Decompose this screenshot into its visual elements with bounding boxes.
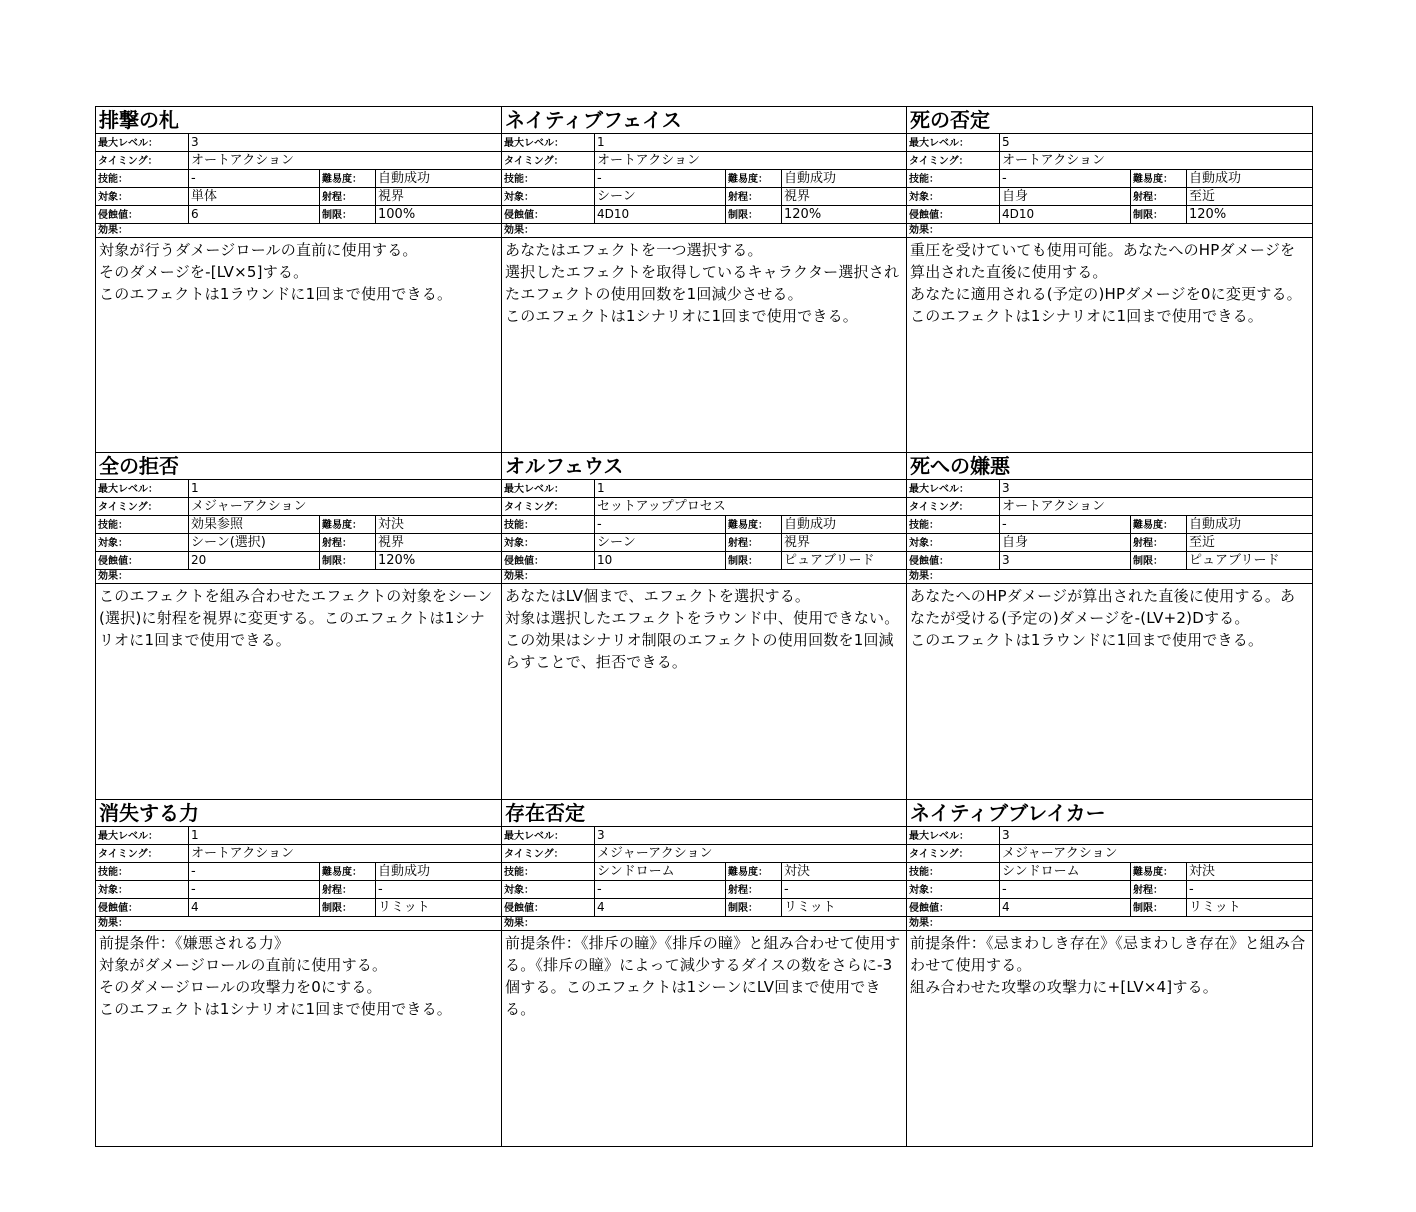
max-level-label: 最大レベル： <box>907 480 1000 497</box>
limit-label: 制限： <box>320 206 376 223</box>
range-label: 射程： <box>320 881 376 898</box>
target-label: 対象： <box>96 534 189 551</box>
effect-text: 対象が行うダメージロールの直前に使用する。 そのダメージを-[LV×5]する。 このエフェクトは1ラウンドに1回まで使用できる。 <box>99 241 453 303</box>
effect-name: 存在否定 <box>502 800 906 827</box>
timing-value: オートアクション <box>191 153 294 168</box>
effect-name: ネイティブフェイス <box>502 107 906 134</box>
range-value: 視界 <box>784 535 811 550</box>
erosion-label: 侵蝕値： <box>96 899 189 916</box>
timing-value: メジャーアクション <box>191 499 307 514</box>
target-label: 対象： <box>96 881 189 898</box>
max-level-label: 最大レベル： <box>907 134 1000 151</box>
range-value: 至近 <box>1189 189 1216 204</box>
max-level-label: 最大レベル： <box>96 827 189 844</box>
erosion-row <box>502 899 906 917</box>
effect-name: オルフェウス <box>502 453 906 480</box>
limit-label: 制限： <box>320 899 376 916</box>
range-label: 射程： <box>726 881 782 898</box>
target-row <box>502 188 906 206</box>
limit-label: 制限： <box>1131 206 1187 223</box>
effect-label: 効果： <box>907 917 1312 931</box>
effect-label: 効果： <box>907 570 1312 584</box>
max-level-row <box>96 134 501 152</box>
max-level-value: 1 <box>597 135 605 149</box>
range-value: 至近 <box>1189 535 1216 550</box>
skill-row <box>502 170 906 188</box>
effect-text: あなたへのHPダメージが算出された直後に使用する。あなたが受ける(予定の)ダメージを-(LV+2)Dする。 このエフェクトは1ラウンドに1回まで使用できる。 <box>910 587 1296 649</box>
max-level-value: 1 <box>597 481 605 495</box>
difficulty-label: 難易度： <box>320 863 376 880</box>
range-value: - <box>784 882 789 897</box>
timing-label: タイミング： <box>907 152 1000 169</box>
target-label: 対象： <box>96 188 189 205</box>
skill-label: 技能： <box>96 170 189 187</box>
max-level-value: 1 <box>191 828 199 842</box>
timing-label: タイミング： <box>96 845 189 862</box>
skill-row <box>907 170 1312 188</box>
effect-name: ネイティブブレイカー <box>907 800 1312 827</box>
erosion-value: 4D10 <box>595 206 726 223</box>
skill-row <box>96 170 501 188</box>
difficulty-value: 自動成功 <box>378 864 431 879</box>
skill-label: 技能： <box>907 516 1000 533</box>
target-label: 対象： <box>907 881 1000 898</box>
target-value: - <box>189 881 320 898</box>
target-value: 自身 <box>1000 188 1131 205</box>
timing-row <box>96 498 501 516</box>
effect-label: 効果： <box>502 570 906 584</box>
skill-row <box>907 516 1312 534</box>
skill-label: 技能： <box>96 516 189 533</box>
max-level-row <box>96 480 501 498</box>
effect-name: 排撃の札 <box>96 107 501 134</box>
max-level-label: 最大レベル： <box>907 827 1000 844</box>
timing-row <box>96 845 501 863</box>
effect-name: 死の否定 <box>907 107 1312 134</box>
skill-value: - <box>595 516 726 533</box>
target-row <box>96 188 501 206</box>
effect-card <box>96 453 502 800</box>
difficulty-value: 自動成功 <box>378 171 431 186</box>
erosion-label: 侵蝕値： <box>502 899 595 916</box>
limit-label: 制限： <box>320 552 376 569</box>
timing-row <box>502 845 906 863</box>
target-label: 対象： <box>502 881 595 898</box>
effect-text: 前提条件：《忌まわしき存在》《忌まわしき存在》と組み合わせて使用する。 組み合わせた攻撃の攻撃力に+[LV×4]する。 <box>910 934 1306 996</box>
timing-label: タイミング： <box>907 845 1000 862</box>
erosion-value: 10 <box>595 552 726 569</box>
timing-row <box>502 152 906 170</box>
difficulty-label: 難易度： <box>320 170 376 187</box>
target-row <box>96 534 501 552</box>
erosion-row <box>502 206 906 224</box>
timing-value: メジャーアクション <box>597 846 713 861</box>
max-level-row <box>96 827 501 845</box>
erosion-label: 侵蝕値： <box>502 206 595 223</box>
effect-name: 死への嫌悪 <box>907 453 1312 480</box>
effect-label: 効果： <box>907 224 1312 238</box>
erosion-value: 3 <box>1000 552 1131 569</box>
max-level-label: 最大レベル： <box>96 134 189 151</box>
erosion-row <box>502 552 906 570</box>
effect-card <box>502 453 907 800</box>
skill-value: - <box>189 170 320 187</box>
effect-card <box>907 800 1313 1147</box>
range-label: 射程： <box>726 188 782 205</box>
max-level-value: 5 <box>1002 135 1010 149</box>
timing-row <box>907 845 1312 863</box>
effect-label: 効果： <box>502 224 906 238</box>
range-value: - <box>1189 882 1194 897</box>
range-value: 視界 <box>784 189 811 204</box>
target-value: - <box>1000 881 1131 898</box>
limit-value: リミット <box>378 900 430 915</box>
effect-label: 効果： <box>502 917 906 931</box>
difficulty-label: 難易度： <box>726 863 782 880</box>
erosion-row <box>96 899 501 917</box>
max-level-row <box>502 134 906 152</box>
limit-value: ピュアブリード <box>784 553 875 568</box>
range-value: 視界 <box>378 189 405 204</box>
timing-row <box>502 498 906 516</box>
skill-row <box>907 863 1312 881</box>
skill-label: 技能： <box>907 170 1000 187</box>
target-value: 単体 <box>189 188 320 205</box>
max-level-value: 3 <box>1002 828 1010 842</box>
skill-label: 技能： <box>502 170 595 187</box>
difficulty-value: 対決 <box>784 864 811 879</box>
skill-label: 技能： <box>96 863 189 880</box>
target-label: 対象： <box>907 534 1000 551</box>
skill-row <box>96 863 501 881</box>
erosion-value: 4 <box>595 899 726 916</box>
target-row <box>907 881 1312 899</box>
max-level-label: 最大レベル： <box>96 480 189 497</box>
effect-text: あなたはエフェクトを一つ選択する。 選択したエフェクトを取得しているキャラクター選択されたエフェクトの使用回数を1回減少させる。 このエフェクトは1シナリオに1回まで使用できる。 <box>505 241 900 325</box>
max-level-row <box>907 134 1312 152</box>
range-value: - <box>378 882 383 897</box>
erosion-value: 4 <box>1000 899 1131 916</box>
erosion-row <box>907 899 1312 917</box>
difficulty-value: 自動成功 <box>784 517 837 532</box>
range-label: 射程： <box>320 188 376 205</box>
max-level-value: 3 <box>1002 481 1010 495</box>
target-row <box>907 188 1312 206</box>
effect-card <box>502 107 907 453</box>
skill-row <box>502 516 906 534</box>
range-label: 射程： <box>320 534 376 551</box>
effect-card <box>96 800 502 1147</box>
max-level-row <box>502 827 906 845</box>
erosion-row <box>907 552 1312 570</box>
erosion-label: 侵蝕値： <box>96 552 189 569</box>
effect-card <box>907 453 1313 800</box>
limit-value: リミット <box>1189 900 1241 915</box>
effect-name: 消失する力 <box>96 800 501 827</box>
timing-value: オートアクション <box>191 846 294 861</box>
difficulty-label: 難易度： <box>1131 170 1187 187</box>
erosion-label: 侵蝕値： <box>502 552 595 569</box>
effect-text: このエフェクトを組み合わせたエフェクトの対象をシーン(選択)に射程を視界に変更する。このエフェクトは1シナリオに1回まで使用できる。 <box>99 587 493 649</box>
timing-label: タイミング： <box>502 845 595 862</box>
erosion-value: 20 <box>189 552 320 569</box>
target-row <box>96 881 501 899</box>
limit-value: 120% <box>784 207 822 222</box>
effect-card <box>96 107 502 453</box>
difficulty-label: 難易度： <box>726 170 782 187</box>
effect-text: あなたはLV個まで、エフェクトを選択する。 対象は選択したエフェクトをラウンド中、使用できない。 この効果はシナリオ制限のエフェクトの使用回数を1回減らすことで、拒否できる。 <box>505 587 900 671</box>
max-level-value: 3 <box>191 135 199 149</box>
difficulty-label: 難易度： <box>1131 863 1187 880</box>
limit-label: 制限： <box>726 552 782 569</box>
difficulty-label: 難易度： <box>320 516 376 533</box>
limit-label: 制限： <box>726 899 782 916</box>
max-level-label: 最大レベル： <box>502 827 595 844</box>
effect-name: 全の拒否 <box>96 453 501 480</box>
timing-label: タイミング： <box>907 498 1000 515</box>
target-label: 対象： <box>502 534 595 551</box>
limit-value: 120% <box>1189 207 1227 222</box>
range-label: 射程： <box>1131 534 1187 551</box>
effect-label: 効果： <box>96 917 501 931</box>
limit-value: ピュアブリード <box>1189 553 1280 568</box>
difficulty-value: 対決 <box>1189 864 1216 879</box>
skill-value: - <box>595 170 726 187</box>
limit-value: 120% <box>378 553 416 568</box>
limit-label: 制限： <box>1131 552 1187 569</box>
skill-value: シンドローム <box>1000 863 1131 880</box>
max-level-value: 3 <box>597 828 605 842</box>
erosion-label: 侵蝕値： <box>907 206 1000 223</box>
skill-value: 効果参照 <box>189 516 320 533</box>
target-value: 自身 <box>1000 534 1131 551</box>
range-label: 射程： <box>1131 188 1187 205</box>
timing-value: オートアクション <box>1002 153 1105 168</box>
erosion-label: 侵蝕値： <box>96 206 189 223</box>
timing-value: オートアクション <box>1002 499 1105 514</box>
target-value: - <box>595 881 726 898</box>
max-level-row <box>907 480 1312 498</box>
timing-label: タイミング： <box>96 498 189 515</box>
max-level-label: 最大レベル： <box>502 480 595 497</box>
erosion-value: 6 <box>189 206 320 223</box>
effect-text: 前提条件：《嫌悪される力》 対象がダメージロールの直前に使用する。 そのダメージロールの攻撃力を0にする。 このエフェクトは1シナリオに1回まで使用できる。 <box>99 934 452 1018</box>
effect-text: 重圧を受けていても使用可能。あなたへのHPダメージを算出された直後に使用する。 あなたに適用される(予定の)HPダメージを0に変更する。 このエフェクトは1シナリオに1回まで使用できる。 <box>910 241 1302 325</box>
erosion-label: 侵蝕値： <box>907 899 1000 916</box>
effect-sheet <box>95 106 1313 1147</box>
target-row <box>907 534 1312 552</box>
erosion-label: 侵蝕値： <box>907 552 1000 569</box>
timing-row <box>907 152 1312 170</box>
max-level-value: 1 <box>191 481 199 495</box>
erosion-row <box>96 552 501 570</box>
erosion-row <box>907 206 1312 224</box>
erosion-row <box>96 206 501 224</box>
skill-value: - <box>1000 170 1131 187</box>
skill-row <box>502 863 906 881</box>
difficulty-value: 自動成功 <box>1189 517 1242 532</box>
timing-value: メジャーアクション <box>1002 846 1118 861</box>
max-level-row <box>907 827 1312 845</box>
timing-label: タイミング： <box>502 152 595 169</box>
effect-card <box>502 800 907 1147</box>
effect-label: 効果： <box>96 570 501 584</box>
max-level-label: 最大レベル： <box>502 134 595 151</box>
limit-label: 制限： <box>726 206 782 223</box>
target-row <box>502 881 906 899</box>
range-label: 射程： <box>726 534 782 551</box>
skill-label: 技能： <box>502 516 595 533</box>
range-value: 視界 <box>378 535 405 550</box>
timing-value: セットアッププロセス <box>597 499 726 514</box>
limit-label: 制限： <box>1131 899 1187 916</box>
effect-card <box>907 107 1313 453</box>
target-value: シーン <box>595 188 726 205</box>
effect-label: 効果： <box>96 224 501 238</box>
target-label: 対象： <box>502 188 595 205</box>
difficulty-value: 自動成功 <box>784 171 837 186</box>
target-value: シーン <box>595 534 726 551</box>
difficulty-label: 難易度： <box>1131 516 1187 533</box>
target-row <box>502 534 906 552</box>
skill-row <box>96 516 501 534</box>
skill-value: - <box>189 863 320 880</box>
target-label: 対象： <box>907 188 1000 205</box>
limit-value: リミット <box>784 900 836 915</box>
skill-label: 技能： <box>907 863 1000 880</box>
timing-label: タイミング： <box>96 152 189 169</box>
skill-value: シンドローム <box>595 863 726 880</box>
range-label: 射程： <box>1131 881 1187 898</box>
max-level-row <box>502 480 906 498</box>
target-value: シーン(選択) <box>189 534 320 551</box>
timing-row <box>907 498 1312 516</box>
erosion-value: 4D10 <box>1000 206 1131 223</box>
erosion-value: 4 <box>189 899 320 916</box>
difficulty-label: 難易度： <box>726 516 782 533</box>
timing-label: タイミング： <box>502 498 595 515</box>
timing-value: オートアクション <box>597 153 700 168</box>
effect-text: 前提条件：《排斥の瞳》《排斥の瞳》と組み合わせて使用する。《排斥の瞳》によって減少するダイスの数をさらに-3個する。このエフェクトは1シーンにLV回まで使用できる。 <box>505 934 901 1018</box>
timing-row <box>96 152 501 170</box>
difficulty-value: 対決 <box>378 517 405 532</box>
skill-value: - <box>1000 516 1131 533</box>
limit-value: 100% <box>378 207 416 222</box>
skill-label: 技能： <box>502 863 595 880</box>
difficulty-value: 自動成功 <box>1189 171 1242 186</box>
